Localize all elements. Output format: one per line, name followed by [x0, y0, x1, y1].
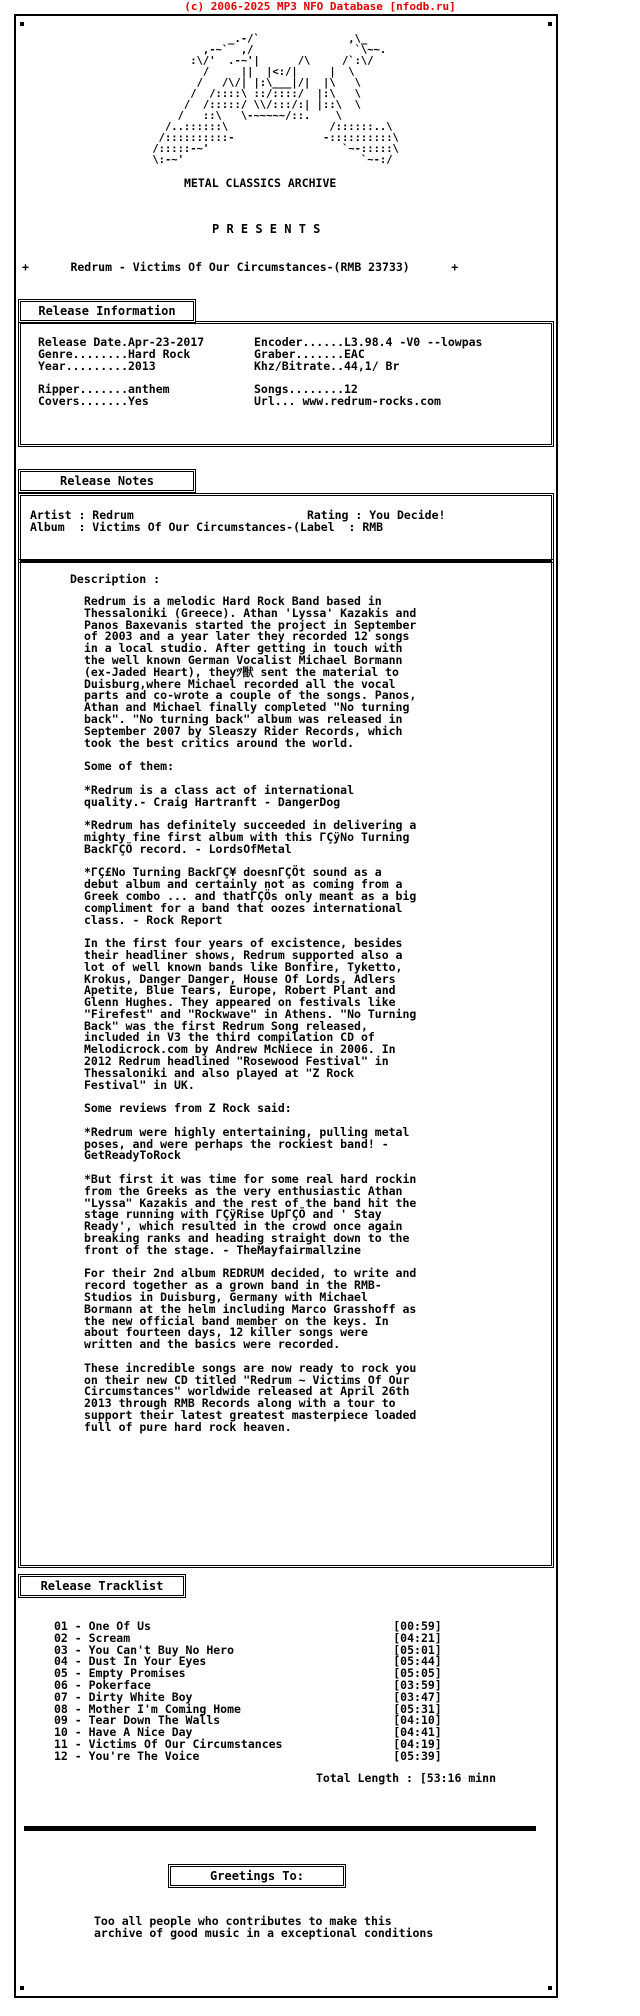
release-title-line: + Redrum - Victims Of Our Circumstances-(RMB 23733) +	[22, 260, 459, 274]
section-divider	[24, 1826, 536, 1831]
release-info-left: Release Date.Apr-23-2017 Genre........Hard Rock Year.........2013 Ripper.......anthem Covers.......Yes	[38, 335, 205, 408]
copyright-banner: (c) 2006-2025 MP3 NFO Database [nfodb.ru]	[184, 0, 456, 13]
description-body: Redrum is a melodic Hard Rock Band based in Thessaloniki (Greece). Athan 'Lyssa' Kazakis and Panos Baxevanis started the project in September of 2003 and a year later they recorded 12 songs in a local studio. After getting in touch with the well known German Vocalist Michael Bormann (ex-Jaded Heart), theyﾂ獣 sent the material to Duisburg,where Michael recorded all the vocal parts and co-wrote a couple of the songs. Panos, Athan and Michael finally completed "No turning back". "No turning back" album was released in September 2007 by Sleaszy Rider Records, which took the best critics around the world. Some of them: *Redrum is a class act of international quality.- Craig Hartranft - DangerDog *Redrum has definitely succeeded in delivering a mighty fine first album with this ΓÇÿNo Turning BackΓÇÖ record. - LordsOfMetal *ΓÇ£No Turning BackΓÇ¥ doesnΓÇÖt sound as a debut album and certainly not as coming from a Greek combo ... and thatΓÇÖs only meant as a big compliment for a band that oozes international class. - Rock Report In the first four years of excistence, besides their headliner shows, Redrum supported also a lot of well known bands like Bonfire, Tyketto, Krokus, Danger Danger, House Of Lords, Adlers Apetite, Blue Tears, Europe, Robert Plant and Glenn Hughes. They appeared on festivals like "Firefest" and "Rockwave" in Athens. "No Turning Back" was the first Redrum Song released, included in V3 the third compilation CD of Melodicrock.com by Andrew McNiece in 2006. In 2012 Redrum headlined "Rosewood Festival" in Thessaloniki and also played at "Z Rock Festival" in UK. Some reviews from Z Rock said: *Redrum were highly entertaining, pulling metal poses, and were perhaps the rockiest band! - GetReadyToRock *But first it was time for some real hard rockin from the Greeks as the very enthusiastic Athan "Lyssa" Kazakis and the rest of the band hit the stage running with ΓÇÿRise UpΓÇÖ and ' Stay Ready', which resulted in the crowd once again breaking ranks and heading straight down to the front of the stage. - TheMayfairmallzine For their 2nd album REDRUM decided, to write and record together as a grown band in the RMB- Studios in Duisburg, Germany with Michael Bormann at the helm including Marco Grasshoff as the new official band member on the keys. In about fourteen days, 12 killer songs were written and the basics were recorded. These incredible songs are now ready to rock you on their new CD titled "Redrum ~ Victims Of Our Circumstances" worldwide released at April 26th 2013 through RMB Records along with a tour to support their latest greatest masterpiece loaded full of pure hard rock heaven.	[84, 594, 417, 1434]
ascii-logo: _.-/` ,\_ ,-~` ,/ `\~~. :\/' .-~'| /\ /`:\/ / || |<:/| | \ / /\/| |:\___|/| |\ \ / /::::\ ::/::::/ |:\ \ / /:::::/ \\/:::/:| |::\ \ / ::\ \-~~~~~/::. \ /..::::::\ /::::::..\ /::::::::::- -::::::::::\ /:::::-~' `~-:::::\ \:-~' `~-:/	[152, 33, 399, 166]
greetings-body: Too all people who contributes to make this archive of good music in a exceptional conditions	[94, 1914, 434, 1940]
frame-corner-dot	[548, 1986, 552, 1990]
frame-corner-dot	[20, 22, 24, 26]
release-notes-header: Artist : Redrum Rating : You Decide! Album : Victims Of Our Circumstances-(Label : RMB	[30, 508, 446, 534]
tracklist-tab: Release Tracklist	[18, 1574, 186, 1598]
logo-caption: METAL CLASSICS ARCHIVE	[184, 176, 337, 190]
frame-corner-dot	[20, 1986, 24, 1990]
tracklist-total: Total Length : [53:16 minn	[316, 1771, 497, 1785]
release-info-right: Encoder......L3.98.4 -V0 --lowpas Graber.......EAC Khz/Bitrate..44,1/ Br Songs........12 Url... www.redrum-rocks.com	[254, 335, 483, 408]
release-info-tab: Release Information	[18, 299, 196, 323]
nfo-frame	[14, 14, 558, 1998]
tracklist-tracks: 01 - One Of Us [00:59] 02 - Scream [04:21] 03 - You Can't Buy No Hero [05:01] 04 - Dust In Your Eyes [05:44] 05 - Empty Promises [05:05] 06 - Pokerface [03:59] 07 - Dirty White Boy [03:47] 08 - Mother I'm Coming Home [05:31] 09 - Tear Down The Walls [04:10] 10 - Have A Nice Day [04:41] 11 - Victims Of Our Circumstances [04:19] 12 - You're The Voice [05:39]	[54, 1619, 442, 1763]
release-notes-tab: Release Notes	[18, 469, 196, 493]
description-title: Description :	[70, 572, 161, 586]
frame-corner-dot	[548, 22, 552, 26]
presents-heading: P R E S E N T S	[212, 222, 321, 236]
greetings-tab: Greetings To:	[168, 1864, 346, 1888]
